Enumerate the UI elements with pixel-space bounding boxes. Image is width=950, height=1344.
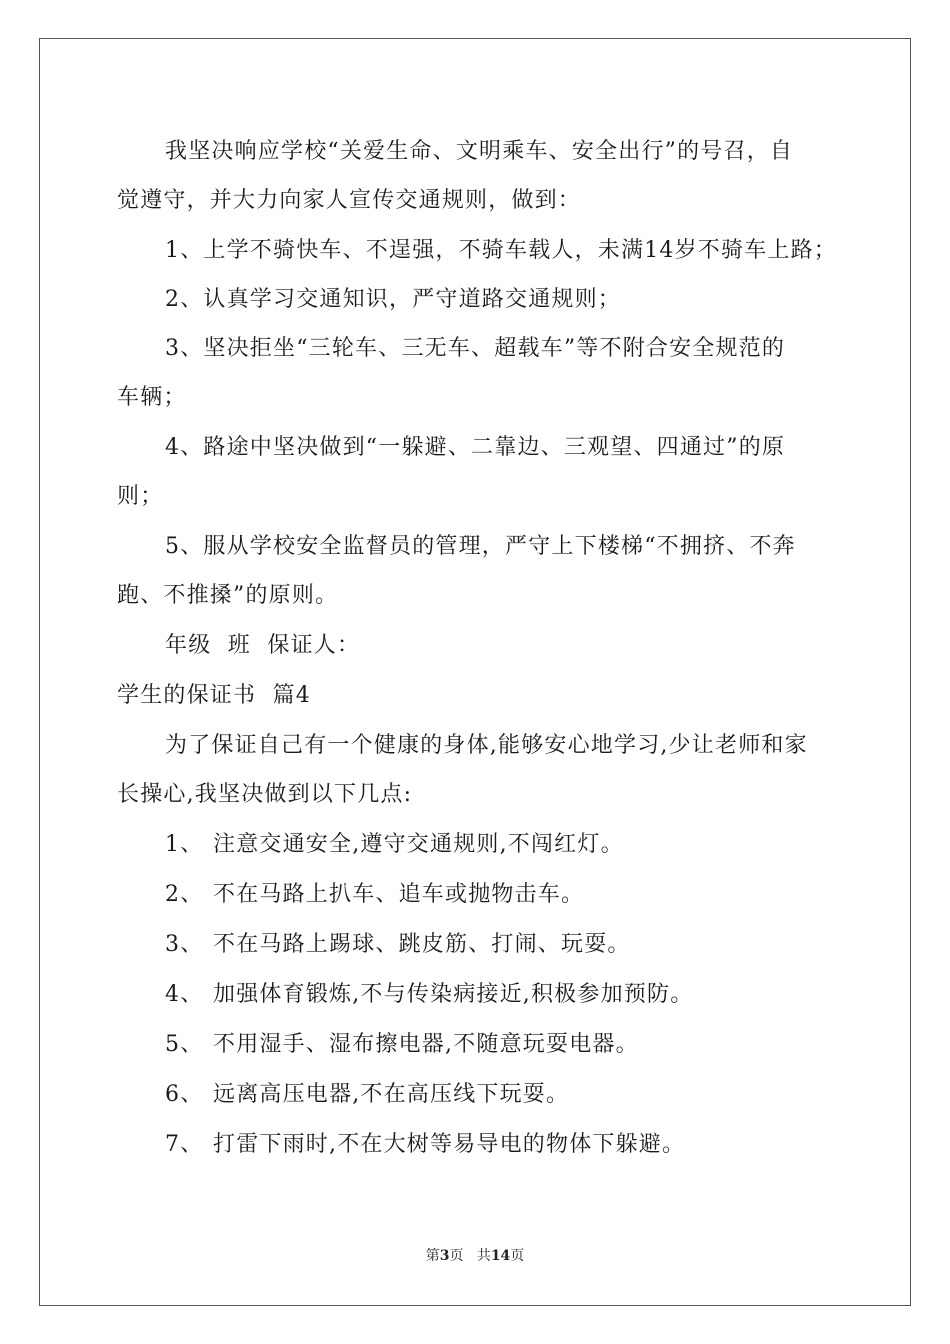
list-item xyxy=(165,1080,569,1110)
list-item: 3、坚决拒坐“三轮车、三无车、超载车”等不附合安全规范的 xyxy=(165,336,786,361)
page-label-prefix: 第 xyxy=(425,1248,440,1264)
list-item-text: 不在马路上扒车、追车或抛物击车。 xyxy=(213,882,585,907)
list-item-text: 远离高压电器,不在高压线下玩耍。 xyxy=(213,1082,570,1107)
list-item-number: 7、 xyxy=(165,1132,204,1157)
total-label-prefix: 共 xyxy=(476,1248,491,1264)
section-heading: 学生的保证书 篇4 xyxy=(117,683,311,708)
list-item xyxy=(165,1030,639,1060)
list-item-number: 4、 xyxy=(165,982,204,1007)
page-border xyxy=(39,38,911,1306)
list-item-text: 不用湿手、湿布擦电器,不随意玩耍电器。 xyxy=(213,1032,639,1057)
list-item: 1、上学不骑快车、不逞强，不骑车载人，未满14岁不骑车上路； xyxy=(165,238,837,263)
list-item xyxy=(165,1130,685,1160)
list-item-number: 3、 xyxy=(165,932,204,957)
list-item xyxy=(165,830,624,860)
paragraph-line: 为了保证自己有一个健康的身体,能够安心地学习,少让老师和家 xyxy=(165,733,808,758)
list-item-number: 1、 xyxy=(165,832,204,857)
list-item xyxy=(165,880,584,910)
paragraph-line: 车辆； xyxy=(117,385,187,410)
paragraph-line: 觉遵守，并大力向家人宣传交通规则，做到： xyxy=(117,188,582,213)
list-item-number: 6、 xyxy=(165,1082,204,1107)
list-item-text: 加强体育锻炼,不与传染病接近,积极参加预防。 xyxy=(213,982,694,1007)
paragraph-line: 长操心,我坚决做到以下几点: xyxy=(117,782,413,807)
paragraph-line: 则； xyxy=(117,484,164,509)
list-item-text: 不在马路上踢球、跳皮筋、打闹、玩耍。 xyxy=(213,932,631,957)
signature-line: 年级 班 保证人： xyxy=(165,633,361,658)
list-item xyxy=(165,980,693,1010)
list-item-number: 2、 xyxy=(165,882,204,907)
total-pages: 14 xyxy=(490,1248,511,1264)
total-label-suffix: 页 xyxy=(510,1248,525,1264)
page-label-suffix: 页 xyxy=(449,1248,464,1264)
list-item: 5、服从学校安全监督员的管理，严守上下楼梯“不拥挤、不奔 xyxy=(165,534,796,559)
paragraph-line: 跑、不推搡”的原则。 xyxy=(117,583,339,608)
list-item xyxy=(165,930,631,960)
page-footer xyxy=(0,1246,950,1266)
list-item-text: 注意交通安全,遵守交通规则,不闯红灯。 xyxy=(213,832,624,857)
list-item-text: 打雷下雨时,不在大树等易导电的物体下躲避。 xyxy=(213,1132,686,1157)
list-item: 4、路途中坚决做到“一躲避、二靠边、三观望、四通过”的原 xyxy=(165,435,786,460)
list-item: 2、认真学习交通知识，严守道路交通规则； xyxy=(165,287,621,312)
list-item-number: 5、 xyxy=(165,1032,204,1057)
paragraph-line: 我坚决响应学校“关爱生命、文明乘车、安全出行”的号召，自 xyxy=(165,139,794,164)
page-number: 3 xyxy=(439,1248,450,1264)
